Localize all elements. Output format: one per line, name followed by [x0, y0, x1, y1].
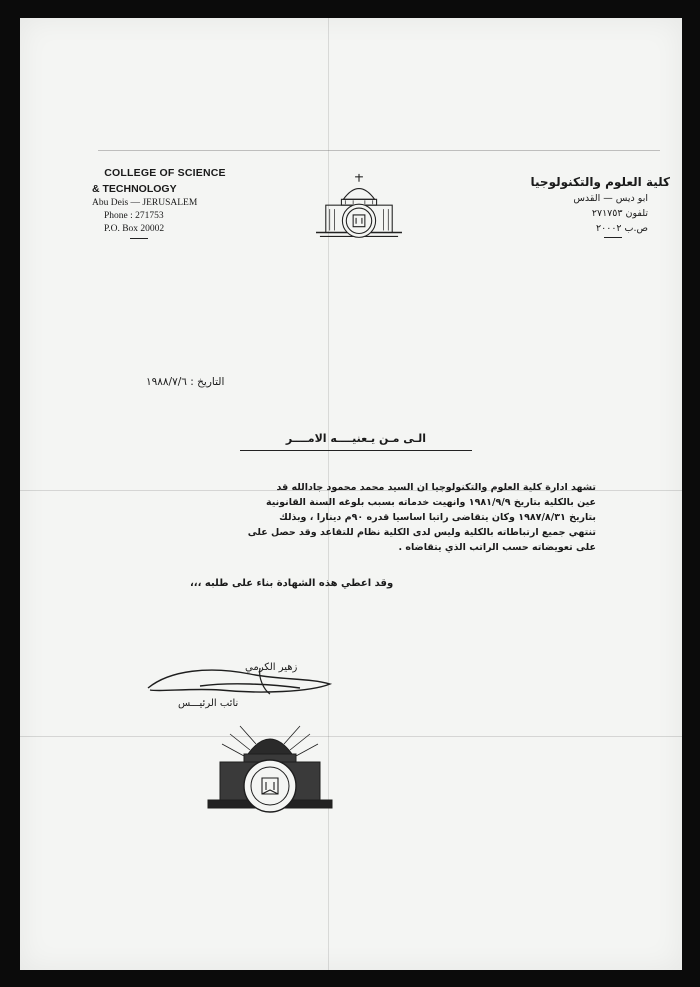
- phone-en: Phone : 271753: [104, 211, 164, 221]
- college-seal-icon: [310, 170, 408, 254]
- header-underline: [604, 237, 622, 238]
- signer-name: زهير الكرمي: [245, 662, 298, 673]
- letter-date: التاريخ : ١٩٨٨/٧/٦: [146, 376, 225, 388]
- body-line: عين بالكلية بتاريخ ١٩٨١/٩/٩ وانهيت خدماته بسبب بلوغه السنة القانونية: [265, 497, 596, 508]
- letterhead-rule: [98, 150, 660, 151]
- letterhead-arabic: [510, 175, 670, 238]
- po-box-en: P.O. Box 20002: [104, 224, 165, 234]
- address-ar: ابو ديس — القدس: [573, 193, 648, 204]
- college-name-ar: كلية العلوم والتكنولوجيا: [530, 175, 670, 189]
- address-en: Abu Deis — JERUSALEM: [92, 198, 198, 208]
- body-line: على تعويضاته حسب الراتب الذي يتقاضاه .: [398, 542, 596, 553]
- signer-title: نائب الرئيـــس: [178, 698, 239, 709]
- college-name-en: COLLEGE OF SCIENCE: [104, 167, 226, 179]
- letter-body: [88, 480, 596, 555]
- college-stamp-icon: [200, 714, 340, 826]
- salutation: [240, 432, 472, 451]
- body-line: بتاريخ ١٩٨٧/٨/٣١ وكان يتقاضى راتبا اساسيا قدره ٩٠م دينارا ، وبذلك: [279, 512, 596, 523]
- header-underline: [130, 238, 148, 239]
- salutation-underline: [240, 450, 472, 451]
- phone-ar: تلفون ٢٧١٧٥٣: [591, 208, 648, 219]
- letterhead-english: [90, 167, 240, 239]
- closing-line: وقد اعطي هذه الشهادة بناء على طلبه ،،،: [190, 578, 394, 589]
- body-line: تشهد ادارة كلية العلوم والتكنولوجيا ان السيد محمد محمود جادالله قد: [276, 482, 596, 493]
- college-name-en-2: & TECHNOLOGY: [92, 183, 177, 195]
- fold-line: [20, 736, 682, 737]
- body-line: تنتهي جميع ارتباطاته بالكلية وليس لدى الكلية نظام للتقاعد وقد حصل على: [247, 527, 596, 538]
- handwritten-signature: [140, 660, 340, 700]
- po-box-ar: ص.ب ٢٠٠٠٢: [596, 223, 648, 234]
- salutation-text: الـى مـن يـعنيــــه الامــــر: [285, 432, 427, 445]
